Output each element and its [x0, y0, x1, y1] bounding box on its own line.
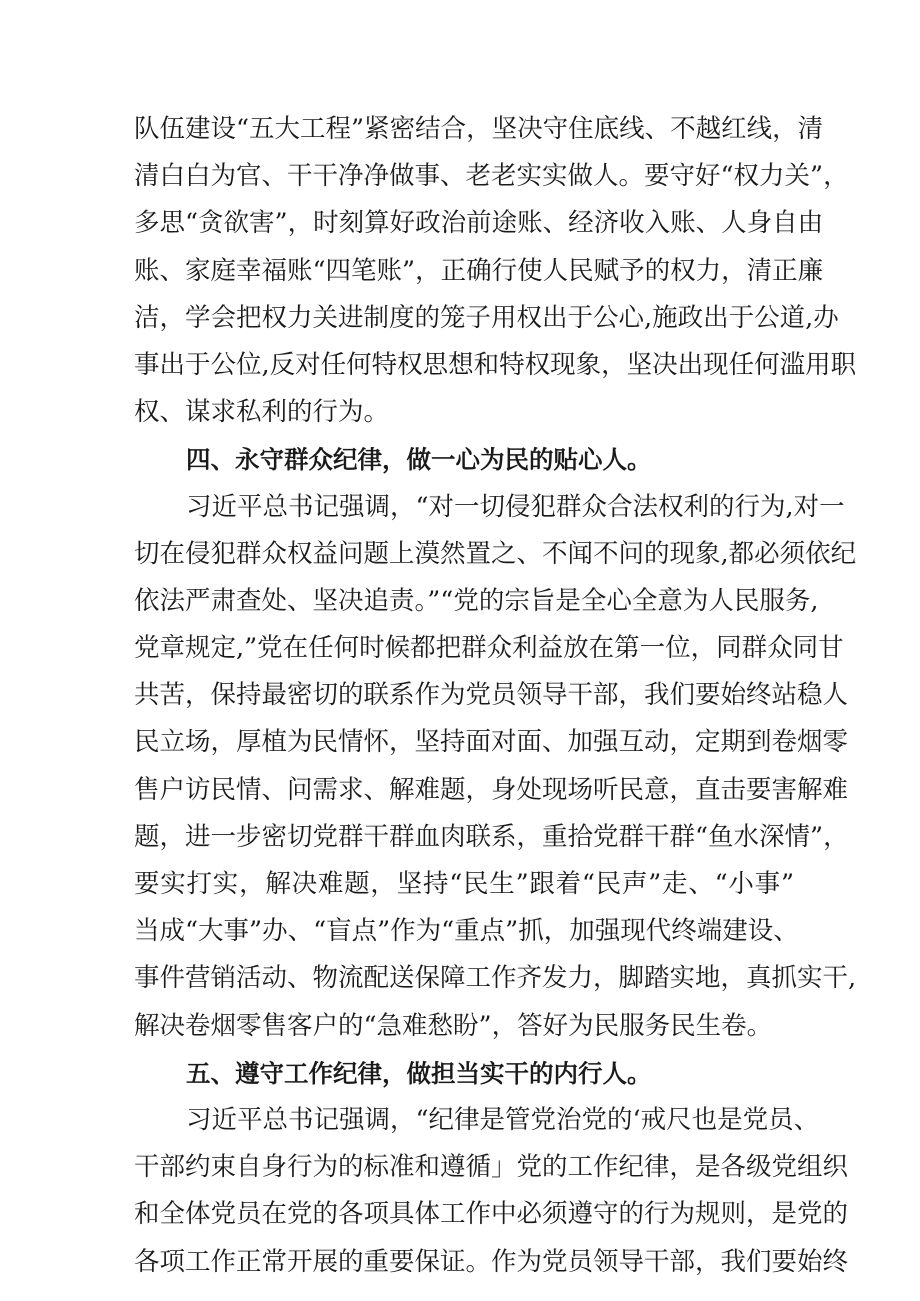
text-line: 权、谋求私利的行为。 [134, 397, 390, 428]
text-line: 依法严肃查处、坚决追责。”“党的宗旨是全心全意为人民服务, [134, 585, 819, 616]
text-line: 党章规定,”党在任何时候都把群众利益放在第一位，同群众同甘 [134, 633, 844, 664]
text-line: 洁，学会把权力关进制度的笼子用权出于公心,施政出于公道,办 [134, 302, 839, 333]
text-line: 要实打实，解决难题，坚持“民生”跟着“民声”走、“小事” [134, 869, 794, 899]
text-line: 习近平总书记强调，“对一切侵犯群众合法权利的行为,对一 [186, 491, 845, 522]
text-line: 事出于公位,反对任何特权思想和特权现象，坚决出现任何滥用职 [134, 349, 857, 380]
text-line: 解决卷烟零售客户的“急难愁盼”，答好为民服务民生卷。 [134, 1010, 773, 1041]
text-line: 题，进一步密切党群干群血肉联系，重拾党群干群“鱼水深情”， [134, 821, 849, 852]
section-heading: 五、遵守工作纪律，做担当实干的内行人。 [186, 1058, 652, 1088]
text-line: 民立场，厚植为民情怀，坚持面对面、加强互动，定期到卷烟零 [134, 727, 849, 758]
text-line: 习近平总书记强调，“纪律是管党治党的‘戒尺也是党员、 [186, 1104, 820, 1135]
text-line: 各项工作正常开展的重要保证。作为党员领导干部，我们要始终 [134, 1246, 849, 1277]
section-heading: 四、永守群众纪律，做一心为民的贴心人。 [186, 445, 652, 475]
text-line: 多思“贪欲害”，时刻算好政治前途账、经济收入账、人身自由 [134, 208, 824, 239]
text-line: 干部约束自身行为的标准和遵循」党的工作纪律，是各级党组织 [134, 1152, 849, 1183]
text-line: 当成“大事”办、“盲点”作为“重点”抓，加强现代终端建设、 [134, 916, 799, 947]
document-body [134, 106, 857, 1286]
text-line: 清白白为官、干干净净做事、老老实实做人。要守好“权力关”， [134, 161, 849, 192]
text-line: 售户访民情、问需求、解难题，身处现场听民意，直击要害解难 [134, 774, 849, 805]
text-line: 账、家庭幸福账“四笔账”，正确行使人民赋予的权力，清正廉 [134, 255, 824, 286]
text-line: 事件营销活动、物流配送保障工作齐发力，脚踏实地，真抓实干, [134, 963, 857, 994]
text-line: 队伍建设“五大工程”紧密结合，坚决守住底线、不越红线，清 [134, 114, 824, 144]
text-line: 共苦，保持最密切的联系作为党员领导干部，我们要始终站稳人 [134, 680, 849, 711]
text-line: 切在侵犯群众权益问题上漠然置之、不闻不问的现象,都必须依纪 [134, 538, 857, 569]
text-line: 和全体党员在党的各项具体工作中必须遵守的行为规则，是党的 [134, 1199, 849, 1230]
